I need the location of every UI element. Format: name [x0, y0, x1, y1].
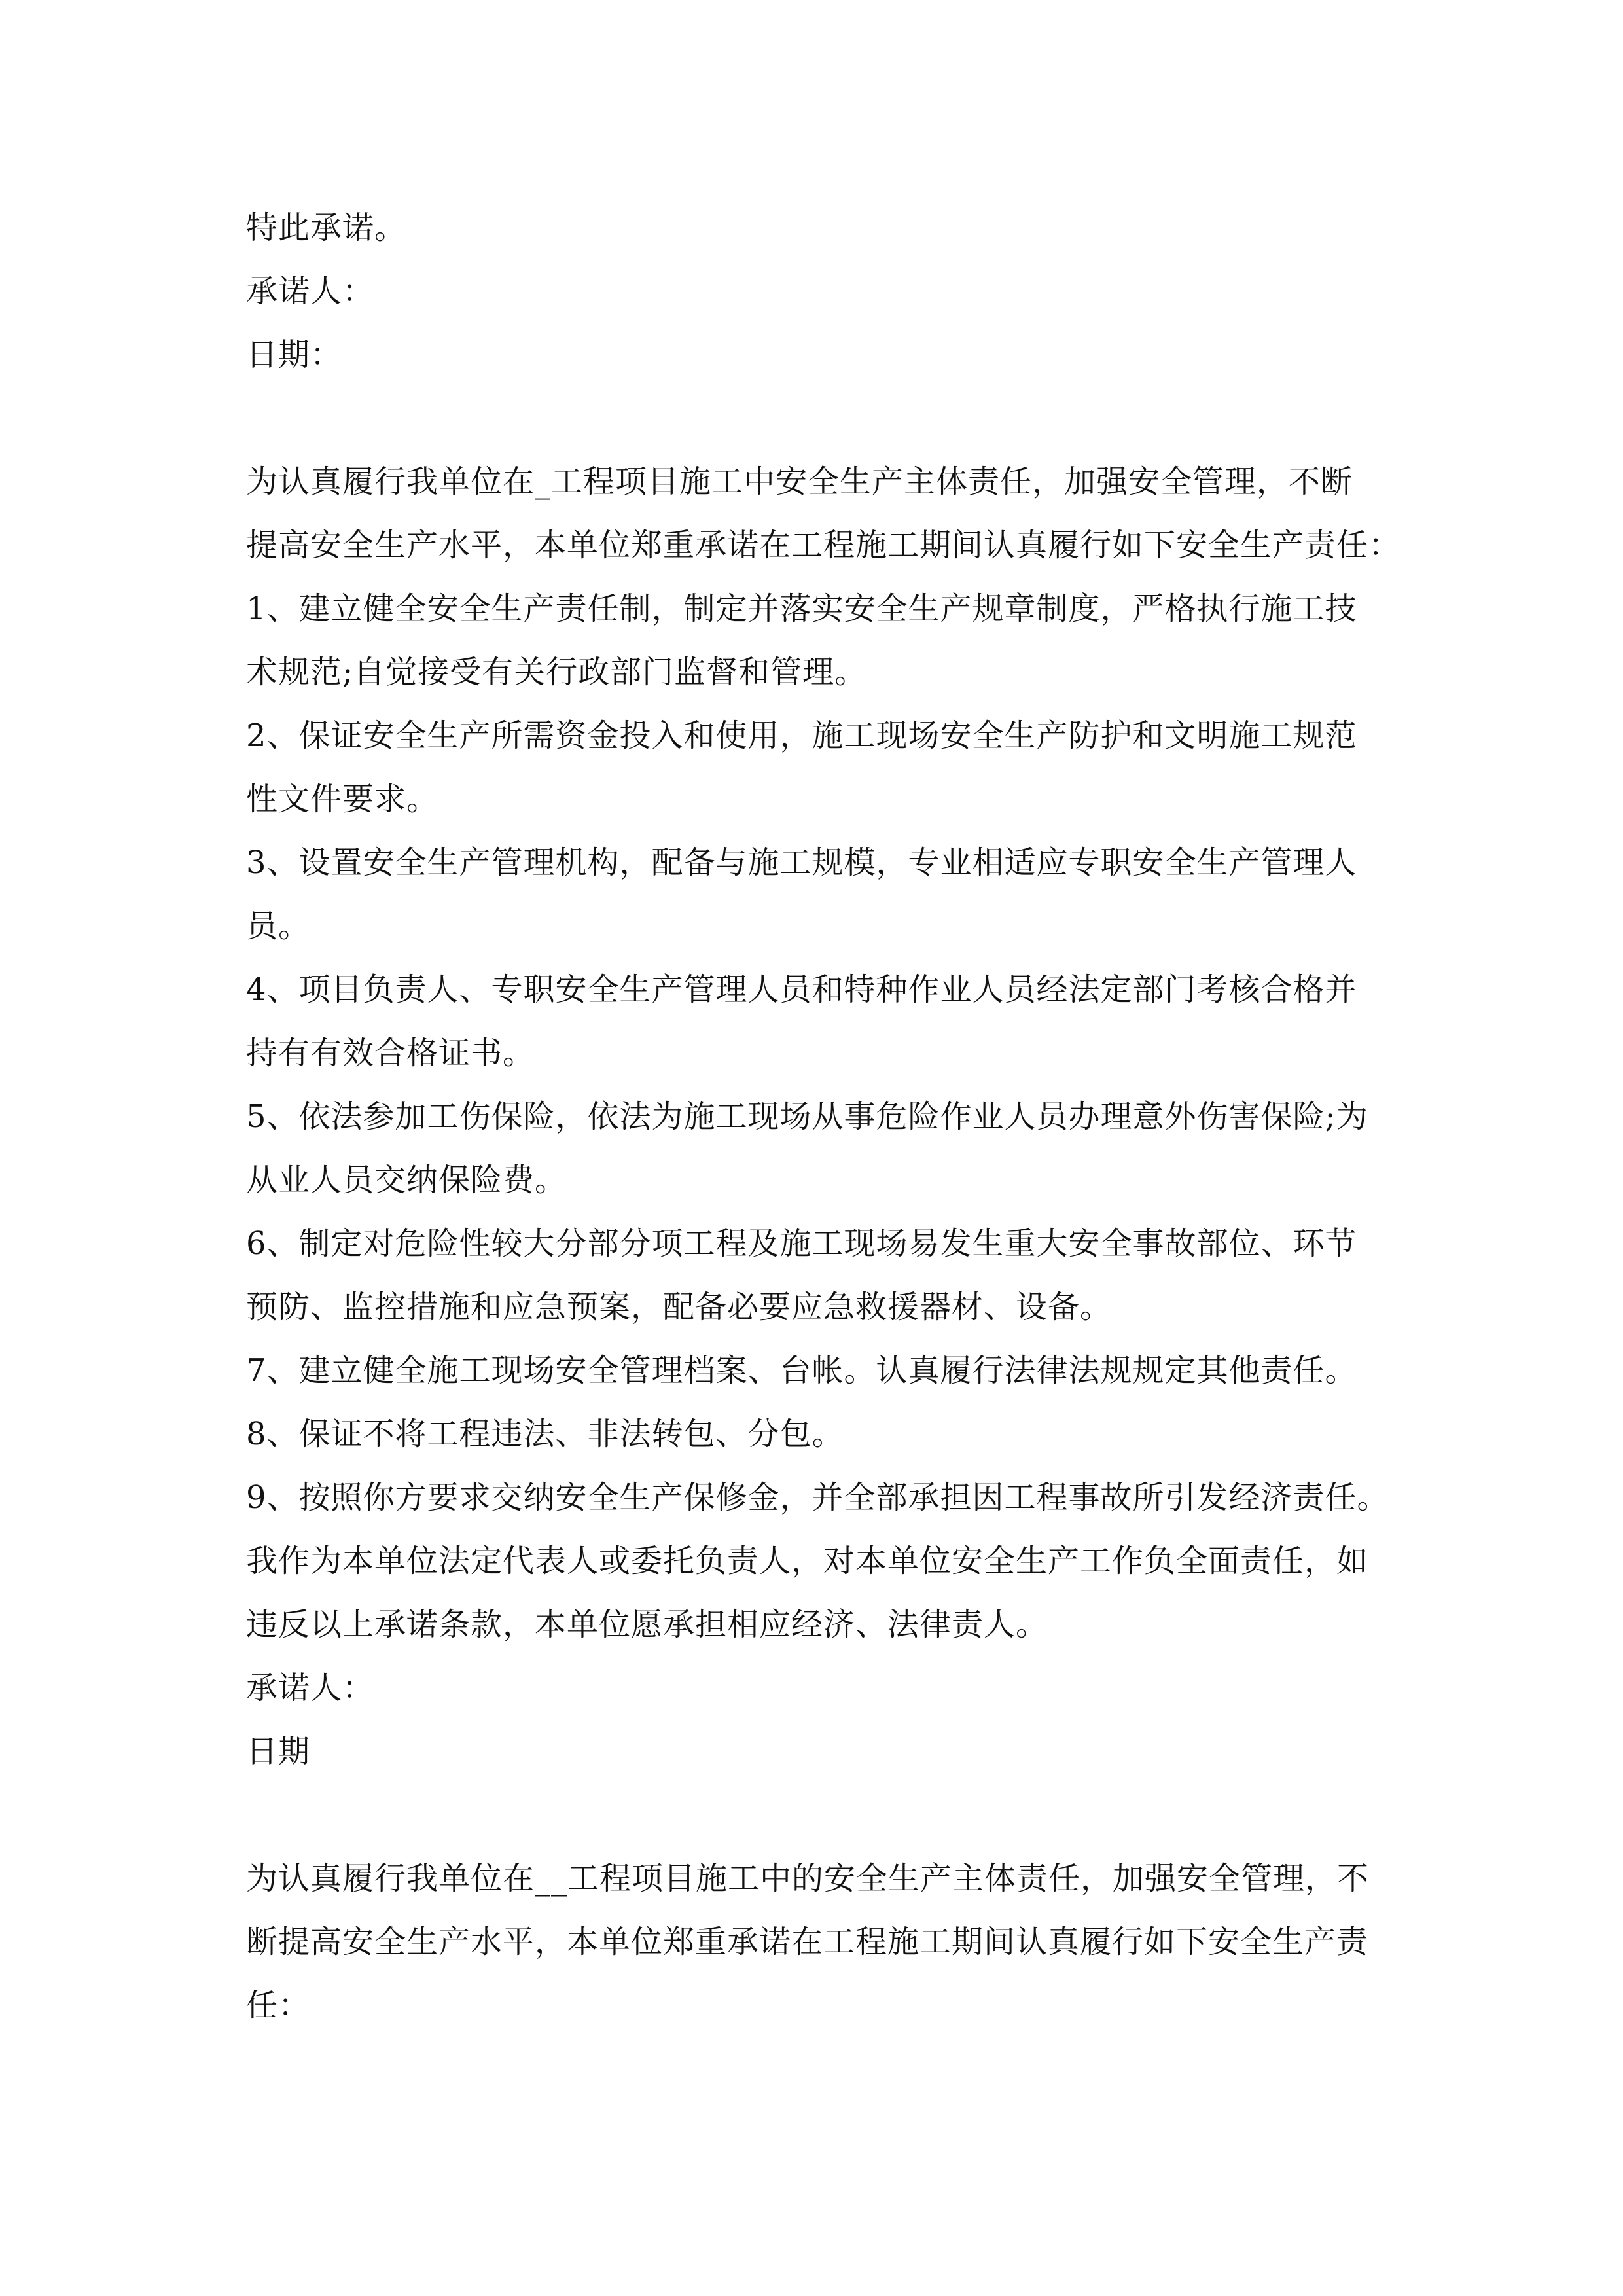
commitment-item-3 — [246, 831, 1391, 958]
date-label: 日期： — [246, 336, 343, 373]
paragraph-line: 性文件要求。 — [246, 781, 439, 817]
paragraph-line: 断提高安全生产水平，本单位郑重承诺在工程施工期间认真履行如下安全生产责 — [246, 1924, 1369, 1960]
paragraph-line: 提高安全生产水平，本单位郑重承诺在工程施工期间认真履行如下安全生产责任： — [246, 527, 1401, 564]
paragraph-line: 预防、监控措施和应急预案，配备必要应急救援器材、设备。 — [246, 1289, 1113, 1325]
paragraph-line: 违反以上承诺条款，本单位愿承担相应经济、法律责人。 — [246, 1606, 1048, 1643]
paragraph-line: 3、设置安全生产管理机构，配备与施工规模，专业相适应专职安全生产管理人 — [246, 844, 1357, 881]
paragraph-line: 从业人员交纳保险费。 — [246, 1162, 567, 1198]
paragraph-line: 6、制定对危险性较大分部分项工程及施工现场易发生重大安全事故部位、环节 — [246, 1225, 1357, 1262]
commitment-item-8 — [246, 1403, 1391, 1466]
commitment-item-6 — [246, 1212, 1391, 1339]
section-spacer — [246, 1784, 1391, 1847]
promisor-label: 承诺人： — [246, 273, 375, 310]
paragraph-line: 1、建立健全安全生产责任制，制定并落实安全生产规章制度，严格执行施工技 — [246, 590, 1357, 627]
paragraph-line: 4、项目负责人、专职安全生产管理人员和特种作业人员经法定部门考核合格并 — [246, 971, 1357, 1008]
paragraph-line: 5、依法参加工伤保险，依法为施工现场从事危险作业人员办理意外伤害保险;为 — [246, 1098, 1368, 1135]
paragraph-line: 我作为本单位法定代表人或委托负责人，对本单位安全生产工作负全面责任，如 — [246, 1543, 1369, 1579]
commitment-item-4 — [246, 958, 1391, 1085]
paragraph-line: 术规范;自觉接受有关行政部门监督和管理。 — [246, 654, 867, 691]
section-spacer — [246, 387, 1391, 450]
commitment-item-5 — [246, 1085, 1391, 1212]
paragraph-line: 2、保证安全生产所需资金投入和使用，施工现场安全生产防护和文明施工规范 — [246, 717, 1357, 754]
paragraph-line: 持有有效合格证书。 — [246, 1035, 535, 1071]
paragraph-line: 9、按照你方要求交纳安全生产保修金，并全部承担因工程事故所引发经济责任。 — [246, 1479, 1389, 1516]
commitment-item-9 — [246, 1466, 1391, 1530]
commitment-item-2 — [246, 704, 1391, 831]
paragraph-line: 为认真履行我单位在__工程项目施工中的安全生产主体责任，加强安全管理，不 — [246, 1860, 1370, 1897]
commitment-item-1 — [246, 577, 1391, 704]
closing-statement: 特此承诺。 — [246, 209, 407, 246]
paragraph-line: 员。 — [246, 908, 311, 944]
paragraph-line: 7、建立健全施工现场安全管理档案、台帐。认真履行法律法规规定其他责任。 — [246, 1352, 1357, 1389]
commitment-item-7 — [246, 1339, 1391, 1403]
date-label: 日期 — [246, 1733, 311, 1770]
paragraph-line: 为认真履行我单位在_工程项目施工中安全生产主体责任，加强安全管理，不断 — [246, 463, 1353, 500]
intro-paragraph — [246, 1847, 1391, 2037]
document-body — [246, 196, 1401, 2037]
promisor-label: 承诺人： — [246, 1670, 375, 1706]
responsibility-statement — [246, 1530, 1391, 1657]
intro-paragraph — [246, 450, 1401, 577]
paragraph-line: 任： — [246, 1987, 311, 2024]
paragraph-line: 8、保证不将工程违法、非法转包、分包。 — [246, 1416, 844, 1452]
